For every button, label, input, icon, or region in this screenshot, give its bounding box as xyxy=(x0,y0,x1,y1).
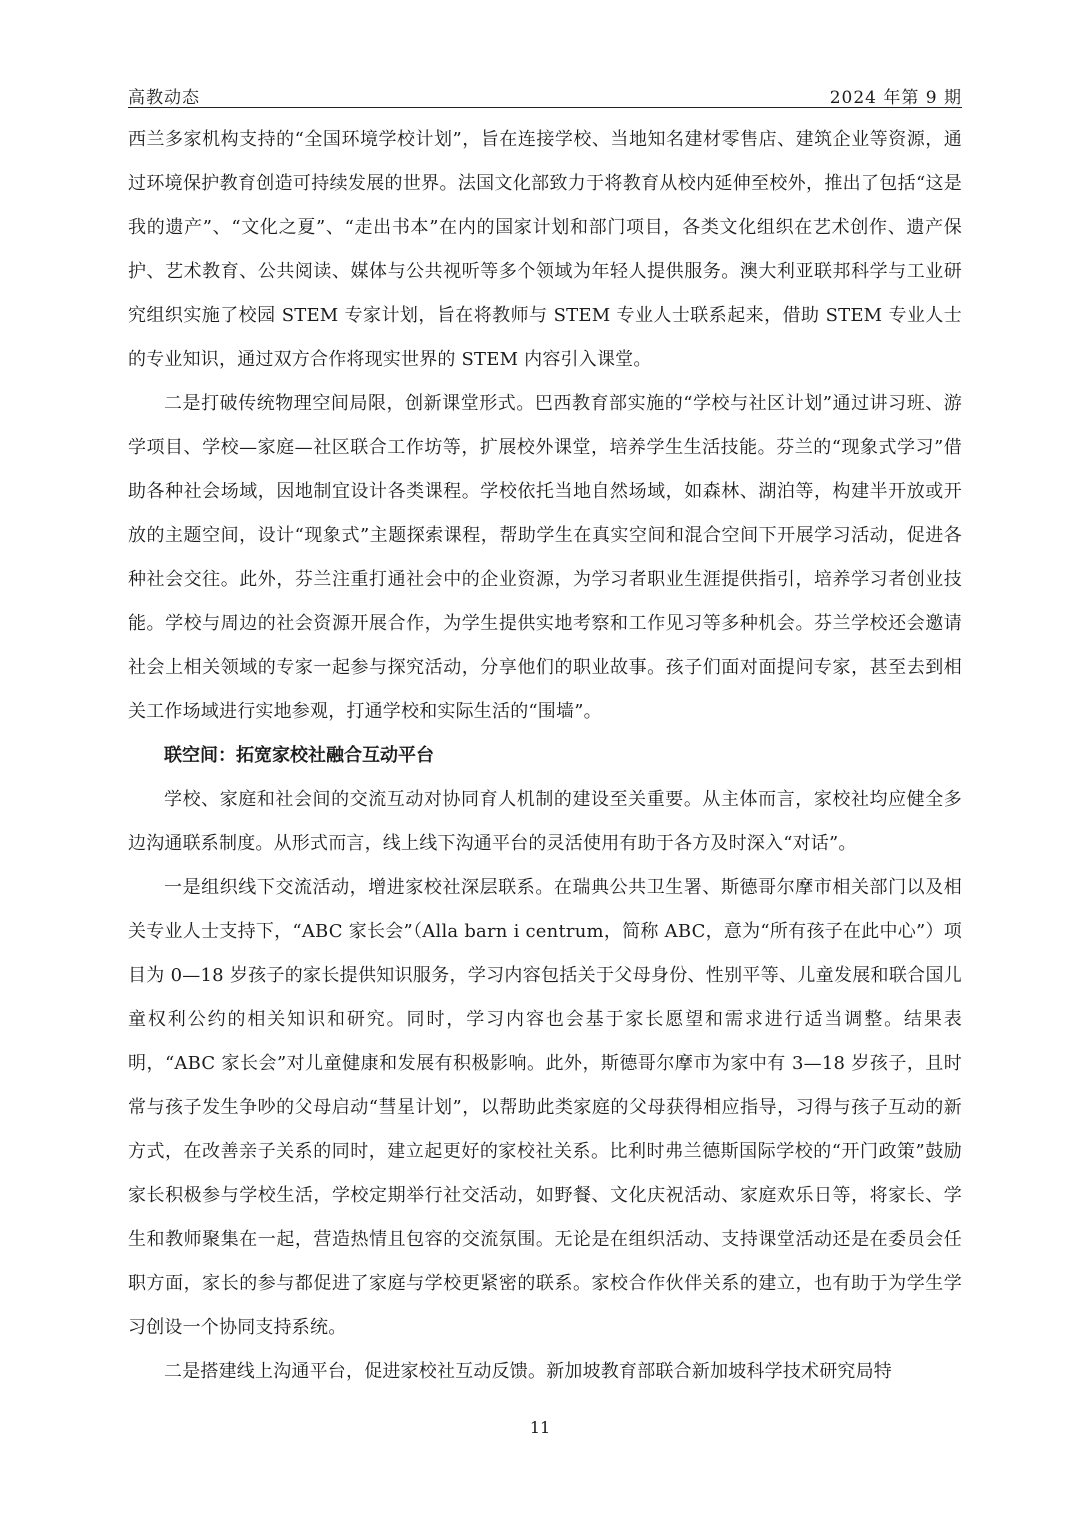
page-number: 11 xyxy=(529,1418,551,1437)
paragraph: 学校、家庭和社会间的交流互动对协同育人机制的建设至关重要。从主体而言，家校社均应健全多边沟通联系制度。从形式而言，线上线下沟通平台的灵活使用有助于各方及时深入“对话”。 xyxy=(128,789,962,854)
journal-name: 高教动态 xyxy=(128,88,200,108)
article-body xyxy=(128,118,962,1394)
header-rule xyxy=(128,107,962,108)
section-heading: 联空间：拓宽家校社融合互动平台 xyxy=(164,745,434,766)
paragraph: 二是搭建线上沟通平台，促进家校社互动反馈。新加坡教育部联合新加坡科学技术研究局特 xyxy=(164,1361,892,1382)
issue-number: 2024 年第 9 期 xyxy=(829,88,962,108)
paragraph: 一是组织线下交流活动，增进家校社深层联系。在瑞典公共卫生署、斯德哥尔摩市相关部门以及相关专业人士支持下，“ABC 家长会”（Alla barn i centrum，简称 ABC，意为“所有孩子在此中心”）项目为 0—18 岁孩子的家长提供知识服务，学习内容包括关于父母身份、性别平等、儿童发展和联合国儿童权利公约的相关知识和研究。同时，学习内容也会基于家长愿望和需求进行适当调整。结果表明，“ABC 家长会”对儿童健康和发展有积极影响。此外，斯德哥尔摩市为家中有 3—18 岁孩子，且时常与孩子发生争吵的父母启动“彗星计划”，以帮助此类家庭的父母获得相应指导，习得与孩子互动的新方式，在改善亲子关系的同时，建立起更好的家校社关系。比利时弗兰德斯国际学校的“开门政策”鼓励家长积极参与学校生活，学校定期举行社交活动，如野餐、文化庆祝活动、家庭欢乐日等，将家长、学生和教师聚集在一起，营造热情且包容的交流氛围。无论是在组织活动、支持课堂活动还是在委员会任职方面，家长的参与都促进了家庭与学校更紧密的联系。家校合作伙伴关系的建立，也有助于为学生学习创设一个协同支持系统。 xyxy=(128,877,962,1338)
paragraph: 二是打破传统物理空间局限，创新课堂形式。巴西教育部实施的“学校与社区计划”通过讲习班、游学项目、学校—家庭—社区联合工作坊等，扩展校外课堂，培养学生生活技能。芬兰的“现象式学习”借助各种社会场域，因地制宜设计各类课程。学校依托当地自然场域，如森林、湖泊等，构建半开放或开放的主题空间，设计“现象式”主题探索课程，帮助学生在真实空间和混合空间下开展学习活动，促进各种社会交往。此外，芬兰注重打通社会中的企业资源，为学习者职业生涯提供指引，培养学习者创业技能。学校与周边的社会资源开展合作，为学生提供实地考察和工作见习等多种机会。芬兰学校还会邀请社会上相关领域的专家一起参与探究活动，分享他们的职业故事。孩子们面对面提问专家，甚至去到相关工作场域进行实地参观，打通学校和实际生活的“围墙”。 xyxy=(128,393,962,722)
paragraph-continued: 西兰多家机构支持的“全国环境学校计划”，旨在连接学校、当地知名建材零售店、建筑企业等资源，通过环境保护教育创造可持续发展的世界。法国文化部致力于将教育从校内延伸至校外，推出了包括“这是我的遗产”、“文化之夏”、“走出书本”在内的国家计划和部门项目，各类文化组织在艺术创作、遗产保护、艺术教育、公共阅读、媒体与公共视听等多个领域为年轻人提供服务。澳大利亚联邦科学与工业研究组织实施了校园 STEM 专家计划，旨在将教师与 STEM 专业人士联系起来，借助 STEM 专业人士的专业知识，通过双方合作将现实世界的 STEM 内容引入课堂。 xyxy=(128,129,962,370)
running-header xyxy=(128,78,962,108)
